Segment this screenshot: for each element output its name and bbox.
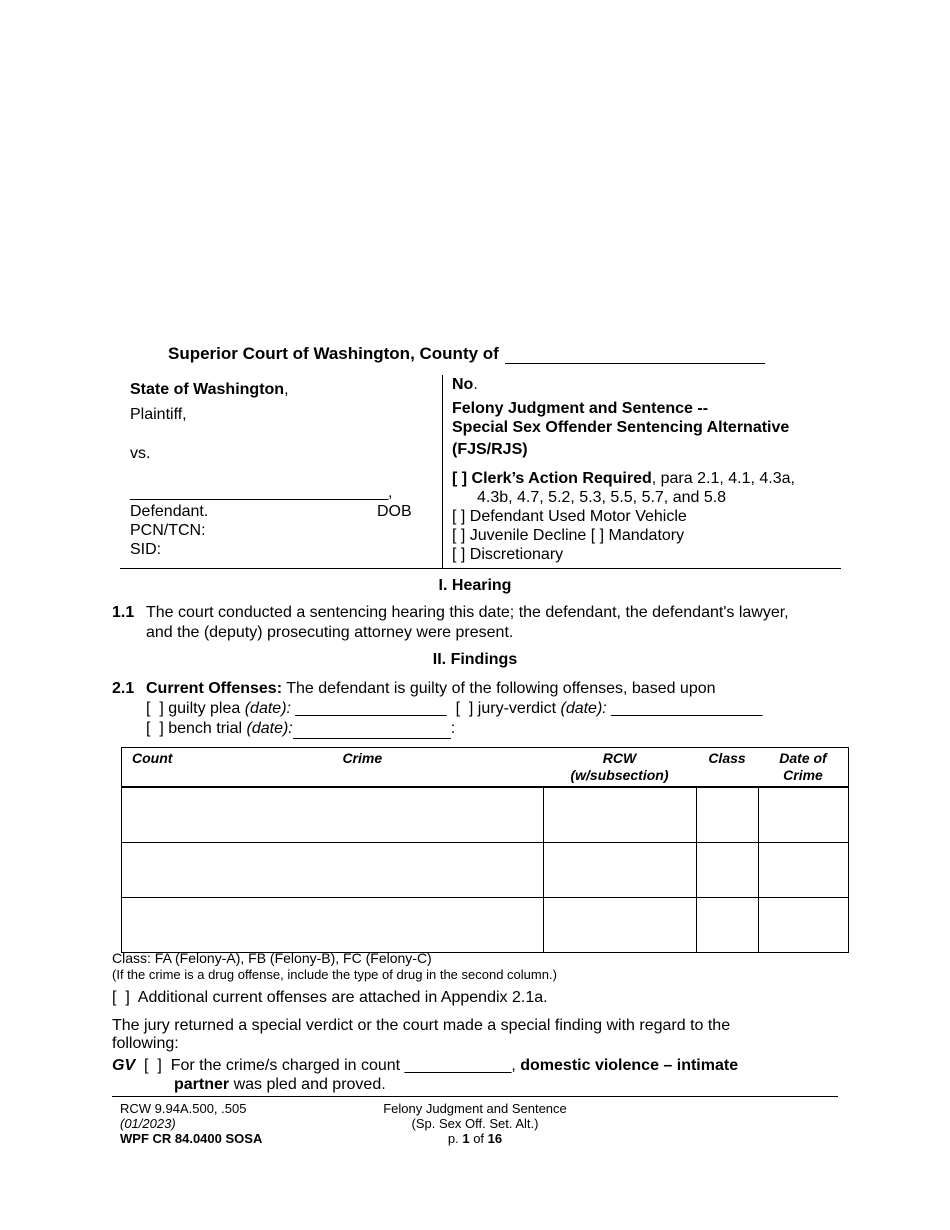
footer-rcw: RCW 9.94A.500, .505 [120, 1101, 247, 1116]
row-1-crime-cell[interactable] [122, 787, 544, 843]
county-blank[interactable] [505, 347, 765, 364]
additional-offenses-checkbox[interactable]: [ ] Additional current offenses are attached in Appendix 2.1a. [112, 989, 548, 1006]
case-title-2: Special Sex Offender Sentencing Alternative [452, 419, 790, 436]
footer-left [120, 1101, 262, 1146]
row-2-date-cell[interactable] [758, 843, 849, 898]
row-2-class-cell[interactable] [696, 843, 758, 898]
pcn-label: PCN/TCN: [130, 522, 206, 539]
gv-checkbox[interactable]: [ ] For the crime/s charged in count ____________, [144, 1057, 521, 1074]
bench-trial-date-label: (date): [246, 720, 293, 737]
footer-page [370, 1131, 580, 1146]
para-1-1-number: 1.1 [112, 604, 135, 621]
gv-label: GV [112, 1057, 136, 1074]
header-rcw-line2: (w/subsection) [570, 767, 669, 783]
paragraph-2-1 [112, 679, 852, 739]
guilty-plea-date-blank[interactable]: _________________ [290, 700, 456, 717]
footer-title-2: (Sp. Sex Off. Set. Alt.) [411, 1116, 539, 1131]
gv-bold-1: domestic violence – intimate [520, 1057, 739, 1074]
class-legend: Class: FA (Felony-A), FB (Felony-B), FC (Felony-C) [112, 950, 432, 966]
caption-left [130, 380, 435, 559]
discretionary-checkbox[interactable]: [ ] Discretionary [452, 546, 564, 563]
plaintiff-name: State of Washington [130, 381, 285, 398]
row-1-date-cell[interactable] [758, 787, 849, 843]
vs-label: vs. [130, 445, 151, 462]
dob-label: DOB [377, 503, 412, 520]
clerk-action-paras: , para 2.1, 4.1, 4.3a, [651, 470, 795, 487]
offenses-table [121, 747, 849, 953]
header-class: Class [696, 748, 758, 788]
footer-center [370, 1101, 580, 1146]
gv-rest: was pled and proved. [229, 1076, 386, 1093]
footer-page-total: 16 [487, 1131, 503, 1146]
clerk-action-checkbox[interactable]: [ ] Clerk’s Action Required [452, 470, 652, 487]
row-3-crime-cell[interactable] [122, 898, 544, 953]
footer-title-1: Felony Judgment and Sentence [383, 1101, 567, 1116]
jury-verdict-checkbox[interactable]: [ ] jury-verdict [455, 700, 561, 717]
footer-page-of: of [469, 1131, 488, 1146]
gv-finding [112, 1056, 852, 1094]
row-1-class-cell[interactable] [696, 787, 758, 843]
guilty-plea-date-label: (date): [244, 700, 291, 717]
header-date-line2: Crime [783, 767, 823, 783]
plaintiff-comma: , [284, 381, 289, 398]
special-verdict-line1: The jury returned a special verdict or the court made a special finding with regard to the [112, 1017, 731, 1034]
current-offenses-text: The defendant is guilty of the following offenses, based upon [282, 680, 716, 697]
header-rcw-line1: RCW [602, 750, 637, 766]
jury-verdict-date-blank[interactable]: _________________ [606, 700, 763, 717]
court-title-text: Superior Court of Washington, County of [168, 344, 499, 363]
jury-verdict-date-label: (date): [560, 700, 607, 717]
bench-trial-date-blank[interactable] [293, 723, 451, 739]
para-1-1-line2: and the (deputy) prosecuting attorney were present. [146, 624, 514, 641]
row-3-class-cell[interactable] [696, 898, 758, 953]
header-date-line1: Date of [779, 750, 827, 766]
row-3-date-cell[interactable] [758, 898, 849, 953]
guilty-plea-checkbox[interactable]: [ ] guilty plea [146, 700, 245, 717]
special-verdict-line2: following: [112, 1035, 179, 1052]
caption-divider [442, 375, 443, 568]
offenses-table-header [122, 748, 849, 788]
header-date [758, 748, 849, 788]
findings-heading: II. Findings [432, 651, 518, 668]
gv-bold-2: partner [174, 1076, 230, 1093]
paragraph-1-1 [112, 603, 852, 643]
case-no-label: No [452, 376, 474, 393]
row-2-rcw-cell[interactable] [543, 843, 696, 898]
motor-vehicle-checkbox[interactable]: [ ] Defendant Used Motor Vehicle [452, 508, 687, 525]
footer-date: (01/2023) [120, 1116, 176, 1131]
hearing-heading: I. Hearing [438, 577, 512, 594]
case-no-period: . [473, 376, 478, 393]
table-row [122, 843, 849, 898]
bench-trial-colon: : [450, 720, 456, 737]
case-title-1: Felony Judgment and Sentence -- [452, 400, 709, 417]
current-offenses-title: Current Offenses: [146, 680, 283, 697]
caption-bottom-rule [120, 568, 841, 569]
footer-page-number: 1 [462, 1131, 470, 1146]
clerk-action-paras-2: 4.3b, 4.7, 5.2, 5.3, 5.5, 5.7, and 5.8 [477, 489, 727, 506]
header-count: Count [122, 748, 183, 788]
table-row [122, 787, 849, 843]
para-2-1-number: 2.1 [112, 680, 135, 697]
footer-form: WPF CR 84.0400 SOSA [120, 1131, 263, 1146]
row-2-crime-cell[interactable] [122, 843, 544, 898]
para-1-1-line1: The court conducted a sentencing hearing this date; the defendant, the defendant's lawyer, [146, 604, 789, 621]
row-1-rcw-cell[interactable] [543, 787, 696, 843]
header-rcw [543, 748, 696, 788]
row-3-rcw-cell[interactable] [543, 898, 696, 953]
case-title-3: (FJS/RJS) [452, 441, 528, 458]
footer-rule [112, 1096, 838, 1097]
court-title [168, 344, 765, 364]
sid-label: SID: [130, 541, 162, 558]
defendant-label: Defendant. [130, 503, 209, 520]
caption-right [452, 375, 842, 564]
header-crime: Crime [182, 748, 543, 788]
plaintiff-label: Plaintiff, [130, 406, 187, 423]
juvenile-decline-checkbox[interactable]: [ ] Juvenile Decline [ ] Mandatory [452, 527, 685, 544]
defendant-line[interactable]: ______________________________, [130, 484, 393, 501]
footer-page-prefix: p. [447, 1131, 463, 1146]
table-row [122, 898, 849, 953]
special-verdict-text [112, 1017, 852, 1053]
drug-note: (If the crime is a drug offense, include the type of drug in the second column.) [112, 967, 557, 982]
bench-trial-checkbox[interactable]: [ ] bench trial [146, 720, 247, 737]
